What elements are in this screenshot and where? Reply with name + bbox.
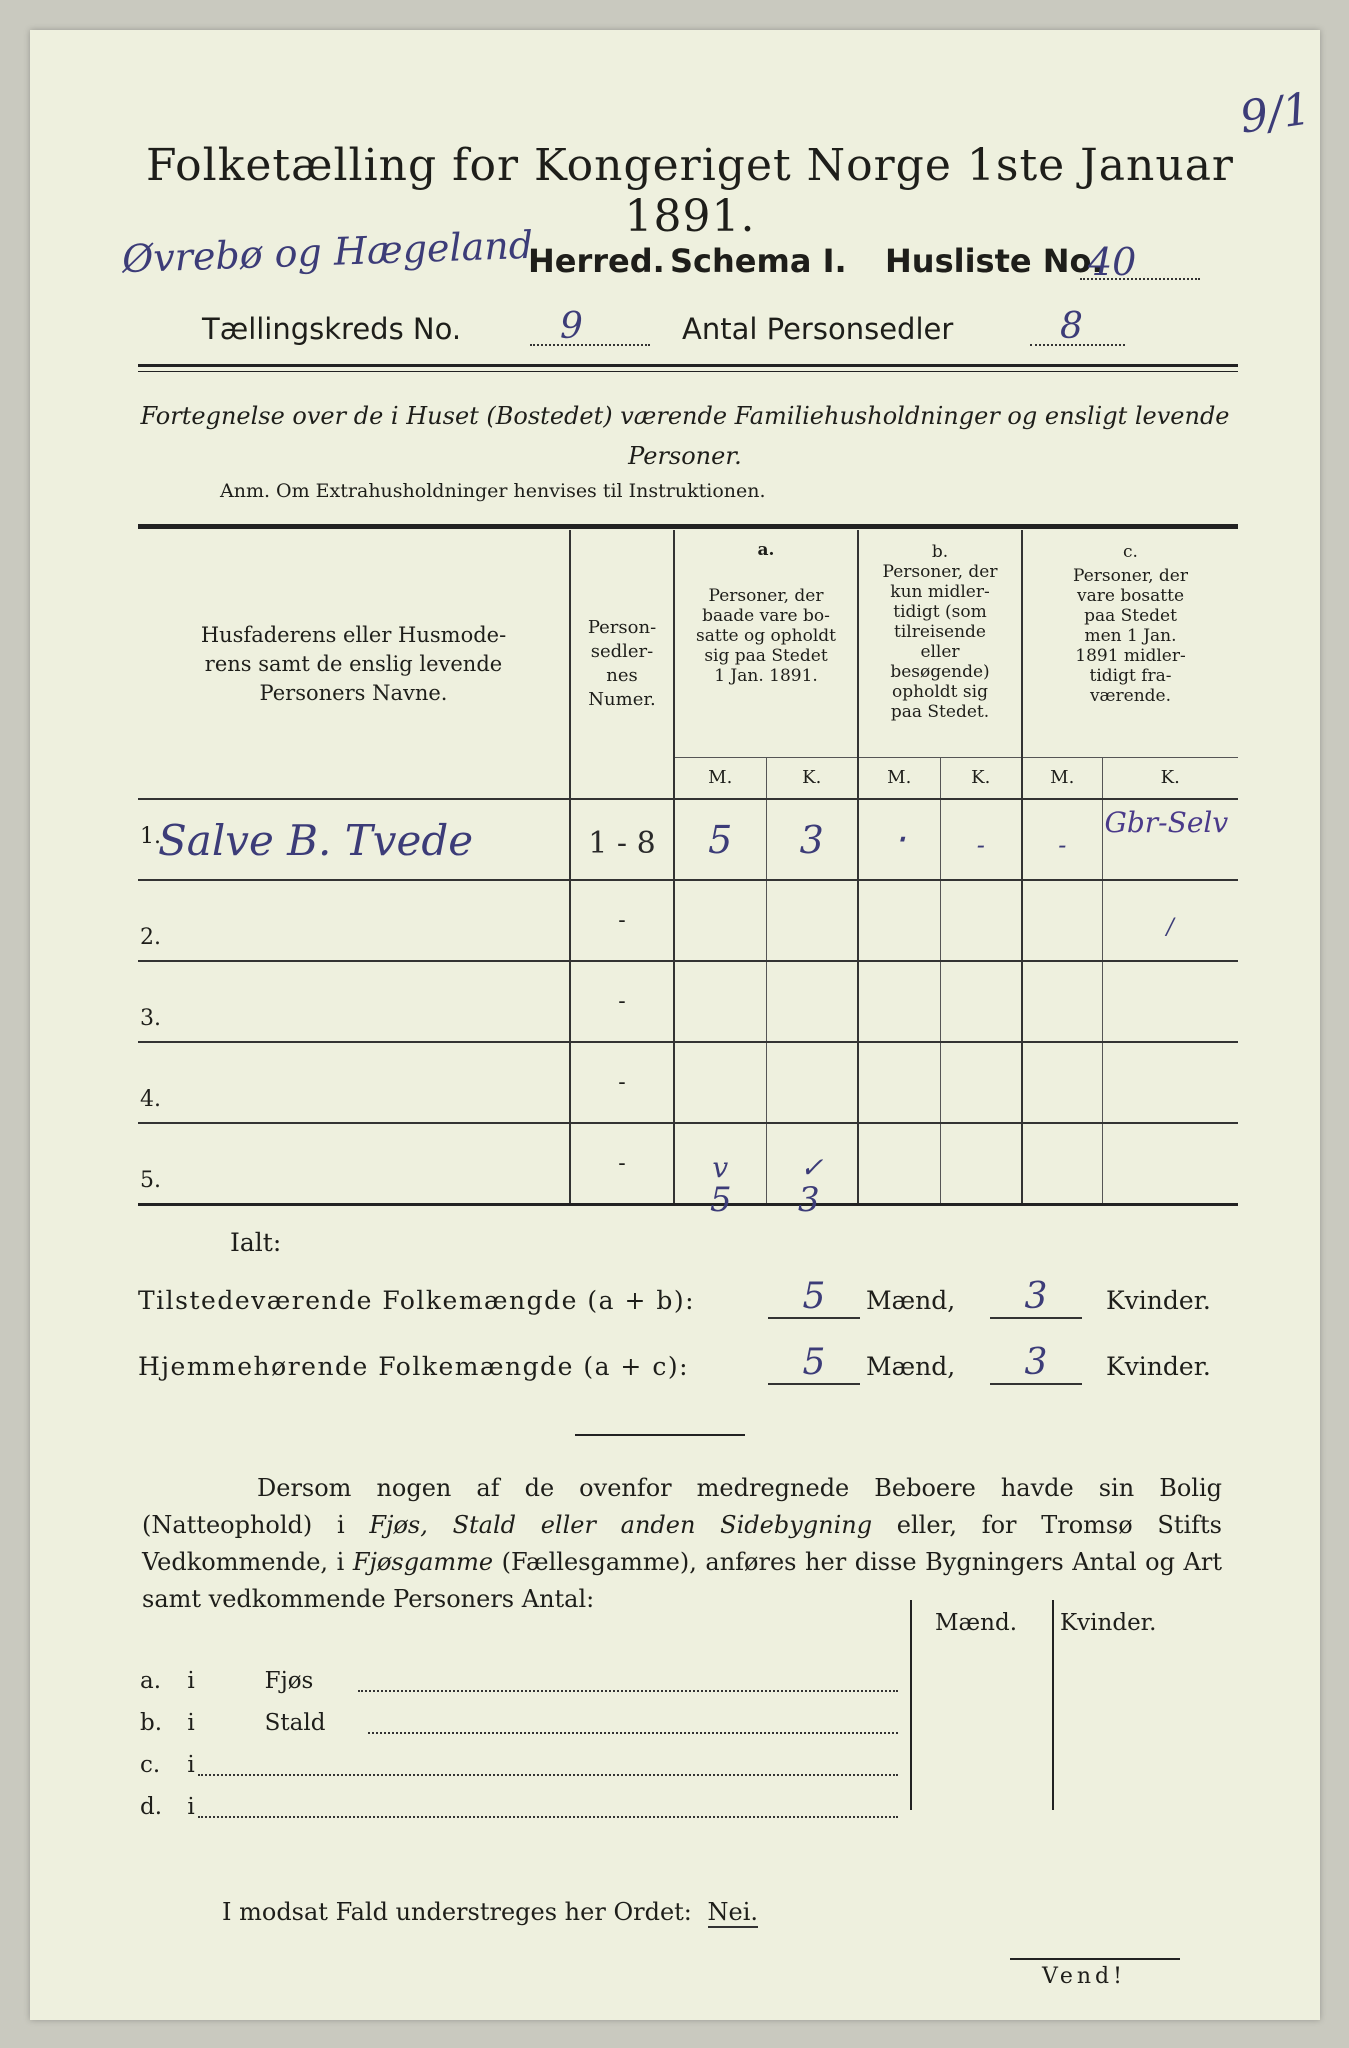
b-k-cell (940, 799, 1022, 880)
census-form-page (30, 30, 1320, 2020)
building-row-b (140, 1710, 900, 1736)
name-cell (138, 1123, 570, 1205)
building-dots (198, 1752, 898, 1776)
row-number: 5. (140, 1168, 161, 1193)
kreds-label: Tællingskreds No. (202, 312, 462, 346)
building-i: i (187, 1668, 195, 1694)
husliste-label: Husliste No. (885, 242, 1104, 280)
buildings-maend-header: Mænd. (935, 1610, 1018, 1636)
persons-cell (570, 799, 674, 880)
c-k-cell (1102, 1042, 1238, 1123)
table-header-row (138, 530, 1238, 757)
ialt-label: Ialt: (230, 1228, 282, 1257)
building-label: Stald (264, 1710, 326, 1736)
buildings-divider-1 (910, 1600, 912, 1810)
table-row (138, 961, 1238, 1042)
tilstede-kvinder: Kvinder. (1106, 1286, 1211, 1315)
table-row (138, 799, 1238, 880)
vend-rule (1010, 1958, 1180, 1960)
persons-value: - (618, 908, 626, 933)
c-k-cell (1102, 961, 1238, 1042)
a-k-cell (766, 799, 858, 880)
col-c-line-1: Personer, der (1073, 566, 1188, 586)
header-rule-thin (138, 371, 1238, 372)
col-num-line-2: sedler- (590, 641, 654, 662)
persons-value: - (618, 1070, 626, 1095)
b-m-cell (858, 880, 940, 961)
table-row (138, 880, 1238, 961)
col-c-line-6: tidigt fra- (1089, 666, 1172, 686)
herred-label: Herred. (528, 242, 665, 280)
col-num-line-1: Person- (587, 617, 657, 638)
hjemme-m: 5 (802, 1342, 826, 1383)
summary-line-2 (138, 1342, 1238, 1396)
b-m-header: M. (858, 757, 940, 799)
col-b-line-1: Personer, der (882, 562, 998, 582)
col-c-letter: c. (1123, 542, 1138, 562)
row-number: 3. (140, 1006, 161, 1031)
building-dots (198, 1794, 898, 1818)
building-letter: d. (140, 1794, 163, 1820)
buildings-divider-2 (1052, 1600, 1054, 1810)
name-cell (138, 799, 570, 880)
c-k-cell (1102, 799, 1238, 880)
c-k-cell (1102, 880, 1238, 961)
row-number: 4. (140, 1087, 161, 1112)
col-c-line-2: vare bosatte (1076, 586, 1185, 606)
a-m-value: v (712, 1150, 729, 1184)
buildings-kvinder-header: Kvinder. (1060, 1610, 1157, 1636)
hjemme-maend: Mænd, (866, 1352, 956, 1381)
total-a-m: 5 (710, 1180, 732, 1220)
personsedler-number: 8 (1060, 306, 1083, 347)
name-cell (138, 961, 570, 1042)
persons-cell (570, 1042, 674, 1123)
c-m-cell (1022, 880, 1102, 961)
anm-note: Anm. Om Extrahusholdninger henvises til Instruktionen. (220, 480, 766, 502)
a-k-value: ✓ (800, 1150, 824, 1184)
corner-note: 9/1 (1236, 83, 1315, 144)
name-cell (138, 880, 570, 961)
table-row (138, 1123, 1238, 1205)
col-c-line-5: 1891 midler- (1075, 646, 1186, 666)
b-m-cell (858, 1042, 940, 1123)
tilstede-m: 5 (802, 1276, 826, 1317)
schema-label: Schema I. (670, 242, 847, 280)
kreds-field (530, 306, 650, 346)
a-m-header: M. (674, 757, 766, 799)
building-dots (358, 1668, 898, 1692)
building-letter: b. (140, 1710, 163, 1736)
persons-cell (570, 961, 674, 1042)
a-m-cell (674, 799, 766, 880)
a-m-value: 5 (708, 817, 733, 862)
col-b-line-6: besøgende) (890, 662, 990, 682)
form-title: Folketælling for Kongeriget Norge 1ste Januar 1891. (146, 140, 1234, 242)
b-k-cell (940, 1123, 1022, 1205)
b-k-header: K. (940, 757, 1022, 799)
persons-cell (570, 880, 674, 961)
nei-word: Nei. (707, 1898, 759, 1926)
col-name-line-1: Husfaderens eller Husmode- (200, 622, 507, 647)
b-m-value: ‧ (893, 817, 906, 862)
c-m-value: - (1058, 830, 1067, 859)
hjemme-m-field (768, 1342, 860, 1385)
summary-line-1 (138, 1276, 1238, 1330)
husliste-number: 40 (1088, 240, 1137, 284)
table-top-rule (138, 524, 1238, 529)
col-c-line-3: paa Stedet (1084, 606, 1177, 626)
col-b-line-3: tidigt (som (893, 602, 987, 622)
col-name-line-2: rens samt de enslig levende (204, 651, 503, 676)
a-k-cell (766, 961, 858, 1042)
col-b-letter: b. (931, 542, 949, 562)
row-number: 1. (140, 824, 161, 849)
col-name-line-3: Personers Navne. (259, 680, 448, 705)
col-b-line-4: tilreisende (893, 622, 986, 642)
hjemme-kvinder: Kvinder. (1106, 1352, 1211, 1381)
building-letter: c. (140, 1752, 161, 1778)
row-number: 2. (140, 925, 161, 950)
vend-text: Vend! (1042, 1964, 1126, 1989)
building-label: Fjøs (264, 1668, 314, 1694)
section-divider (575, 1434, 745, 1436)
col-a-line-2: baade vare bo- (702, 606, 830, 626)
col-b-line-7: opholdt sig (892, 682, 988, 702)
building-i: i (187, 1710, 195, 1736)
person-name: Salve B. Tvede (158, 816, 474, 865)
buildings-paragraph: Dersom nogen af de ovenfor medregnede Beboere havde sin Bolig (Natteophold) i Fjøs, Stald eller anden Sidebygning eller, for Tromsø Stifts Vedkommende, i Fjøsgamme (Fællesgamme), anføres her disse Bygningers Antal og Art samt vedkommende Personers Antal: (142, 1474, 1222, 1613)
husliste-field (1080, 240, 1200, 284)
tilstede-m-field (768, 1276, 860, 1319)
col-b-line-5: eller (920, 642, 960, 662)
b-k-cell (940, 880, 1022, 961)
tilstede-k-field (990, 1276, 1082, 1319)
b-k-cell (940, 1042, 1022, 1123)
header-rule (138, 364, 1238, 367)
building-row-d (140, 1794, 900, 1820)
c-m-header: M. (1022, 757, 1102, 799)
a-k-cell (766, 1042, 858, 1123)
col-num-header (570, 530, 674, 799)
building-i: i (187, 1794, 195, 1820)
intro-text: Fortegnelse over de i Huset (Bostedet) værende Familiehusholdninger og ensligt levende Personer. (140, 402, 1230, 470)
kreds-number: 9 (560, 306, 583, 347)
c-m-cell (1022, 1042, 1102, 1123)
col-b-header (858, 530, 1022, 757)
b-m-cell (858, 961, 940, 1042)
tilstede-label: Tilstedeværende Folkemængde (a + b): (138, 1286, 696, 1315)
building-letter: a. (140, 1668, 162, 1694)
hjemme-label: Hjemmehørende Folkemængde (a + c): (138, 1352, 689, 1381)
c-k-value: / (1166, 914, 1174, 940)
col-a-line-4: sig paa Stedet (704, 646, 828, 666)
col-a-line-3: satte og opholdt (696, 626, 836, 646)
col-num-line-3: nes (606, 665, 638, 686)
c-m-cell (1022, 961, 1102, 1042)
col-c-header (1022, 530, 1238, 757)
b-k-value: - (976, 830, 985, 859)
persons-value: - (618, 1151, 626, 1176)
a-m-cell (674, 961, 766, 1042)
name-cell (138, 1042, 570, 1123)
building-row-c (140, 1752, 900, 1778)
col-a-header (674, 530, 858, 757)
persons-value: - (618, 989, 626, 1014)
a-k-value: 3 (799, 817, 824, 862)
col-a-letter: a. (757, 540, 775, 560)
a-k-header: K. (766, 757, 858, 799)
hjemme-k: 3 (1024, 1342, 1048, 1383)
col-num-line-4: Numer. (588, 689, 656, 710)
herred-name: Øvrebø og Hægeland (121, 222, 534, 282)
c-k-header: K. (1102, 757, 1238, 799)
b-m-cell (858, 1123, 940, 1205)
persons-value: 1 - 8 (588, 825, 656, 861)
modsat-line (222, 1898, 758, 1926)
a-k-cell (766, 880, 858, 961)
a-m-cell (674, 1042, 766, 1123)
col-b-line-2: kun midler- (890, 582, 990, 602)
col-c-line-4: men 1 Jan. (1084, 626, 1177, 646)
building-i: i (187, 1752, 195, 1778)
col-name-header (138, 530, 570, 799)
c-k-cell (1102, 1123, 1238, 1205)
col-a-line-5: 1 Jan. 1891. (714, 666, 818, 686)
c-m-cell (1022, 1123, 1102, 1205)
b-m-cell (858, 799, 940, 880)
b-k-cell (940, 961, 1022, 1042)
building-row-a (140, 1668, 900, 1694)
col-a-line-1: Personer, der (708, 586, 824, 606)
household-table (138, 530, 1238, 1206)
col-b-line-8: paa Stedet. (890, 702, 990, 722)
personsedler-label: Antal Personsedler (682, 312, 954, 346)
personsedler-field (1030, 306, 1125, 346)
hjemme-k-field (990, 1342, 1082, 1385)
tilstede-k: 3 (1024, 1276, 1048, 1317)
total-a-k: 3 (798, 1180, 820, 1220)
table-row (138, 1042, 1238, 1123)
col-c-line-7: værende. (1089, 686, 1172, 706)
a-m-cell (674, 880, 766, 961)
tilstede-maend: Mænd, (866, 1286, 956, 1315)
modsat-text: I modsat Fald understreges her Ordet: (222, 1898, 692, 1926)
c-k-value: Gbr-Selv (1104, 806, 1229, 839)
persons-cell (570, 1123, 674, 1205)
c-m-cell (1022, 799, 1102, 880)
building-dots (368, 1710, 898, 1734)
